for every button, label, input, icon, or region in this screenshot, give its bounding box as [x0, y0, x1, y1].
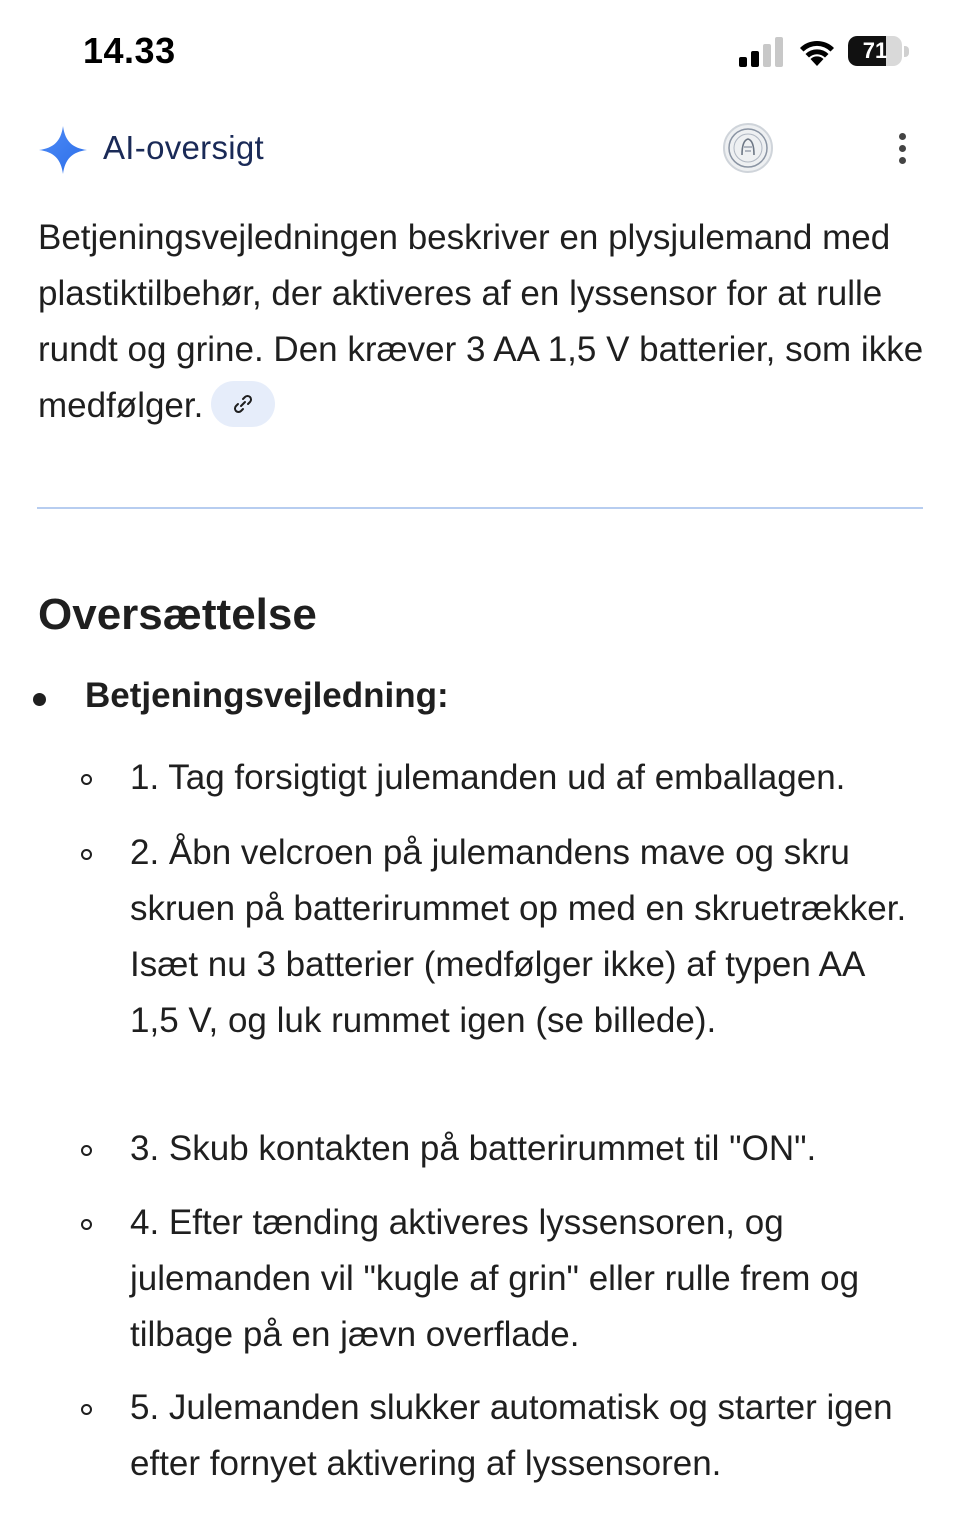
- more-options-icon[interactable]: [893, 133, 911, 167]
- source-avatar[interactable]: [723, 123, 773, 173]
- battery-level: 71: [862, 38, 888, 63]
- battery-icon: [848, 36, 910, 68]
- source-link-chip[interactable]: [211, 381, 275, 427]
- step-text: 2. Åbn velcroen på julemandens mave og skru skruen på batterirummet op med en skruetrækker. Isæt nu 3 batterier (medfølger ikke) af typen AA 1,5 V, og luk rummet igen (se billede).: [130, 833, 907, 1040]
- status-time: 14.33: [83, 30, 176, 71]
- step-text: 1. Tag forsigtigt julemanden ud af emballagen.: [130, 758, 846, 797]
- status-bar: [0, 0, 960, 100]
- section-divider: [37, 507, 923, 509]
- wifi-icon: [797, 36, 837, 68]
- bullet-label: Betjeningsvejledning:: [85, 676, 449, 715]
- ai-overview-header: [0, 115, 960, 185]
- bullet-marker: [33, 693, 46, 706]
- sub-bullet-marker: [81, 1219, 92, 1230]
- header-title: AI-oversigt: [103, 129, 265, 166]
- sparkle-icon: [38, 125, 88, 175]
- sub-bullet-marker: [81, 1404, 92, 1415]
- step-text: 5. Julemanden slukker automatisk og starter igen efter fornyet aktivering af lyssensoren.: [130, 1388, 893, 1483]
- summary-text: Betjeningsvejledningen beskriver en plysjulemand med plastiktilbehør, der aktiveres af en lyssensor for at rulle rundt og grine. Den kræver 3 AA 1,5 V batterier, som ikke medfølger.: [38, 218, 924, 425]
- link-icon: [232, 393, 254, 415]
- sub-bullet-marker: [81, 1145, 92, 1156]
- source-logo-icon: [725, 125, 771, 171]
- cellular-signal-icon: [739, 37, 783, 67]
- summary-paragraph: [38, 210, 928, 434]
- section-heading: Oversættelse: [38, 590, 317, 639]
- step-text: 4. Efter tænding aktiveres lyssensoren, og julemanden vil "kugle af grin" eller rulle frem og tilbage på en jævn overflade.: [130, 1203, 860, 1354]
- sub-bullet-marker: [81, 774, 92, 785]
- step-text: 3. Skub kontakten på batterirummet til "ON".: [130, 1129, 817, 1168]
- sub-bullet-marker: [81, 849, 92, 860]
